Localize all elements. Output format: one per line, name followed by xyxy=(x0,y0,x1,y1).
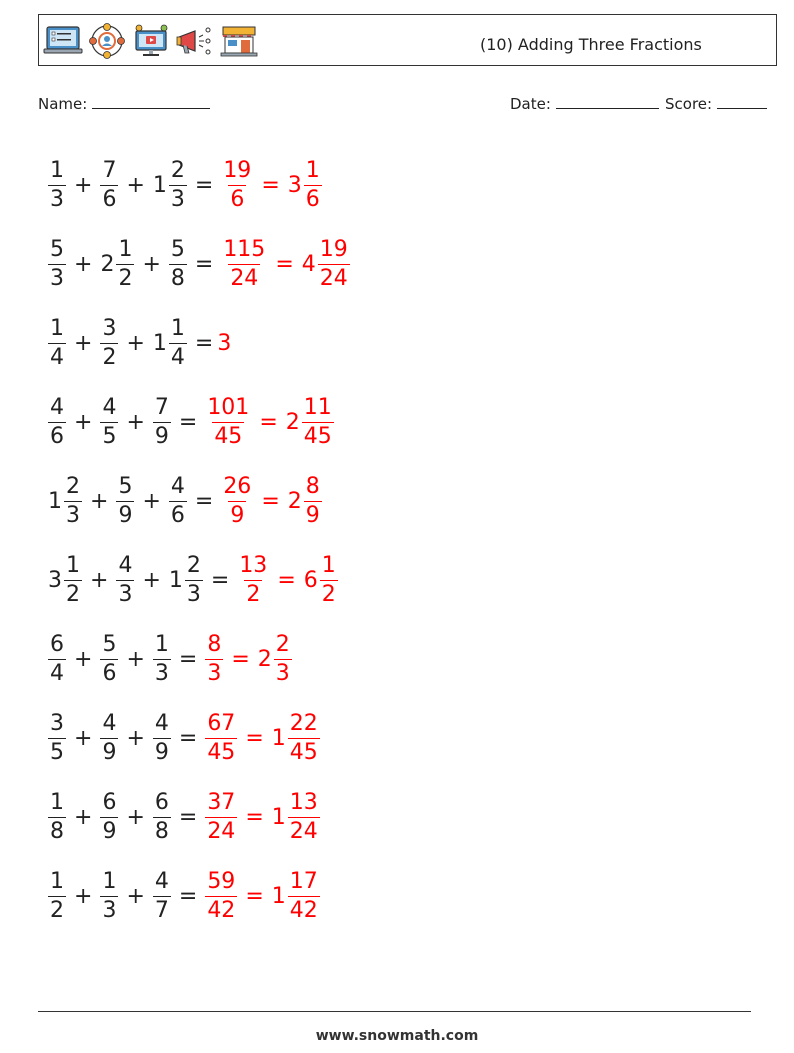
denominator: 3 xyxy=(118,582,133,607)
fraction xyxy=(169,157,187,214)
equals-sign: = xyxy=(261,489,280,514)
denominator: 3 xyxy=(186,582,201,607)
numerator: 1 xyxy=(305,158,320,183)
header-icons xyxy=(43,23,259,59)
denominator: 4 xyxy=(50,345,64,370)
fraction xyxy=(100,157,118,214)
plus-sign: + xyxy=(142,568,161,593)
numerator: 4 xyxy=(154,711,169,736)
equals-sign: = xyxy=(210,568,230,593)
denominator: 2 xyxy=(102,345,117,370)
worksheet-header xyxy=(38,14,777,66)
plus-sign: + xyxy=(126,726,145,751)
numerator: 7 xyxy=(154,395,169,420)
plus-sign: + xyxy=(74,252,93,277)
denominator: 7 xyxy=(154,898,169,923)
denominator: 24 xyxy=(230,266,259,291)
footer-divider xyxy=(38,1011,751,1012)
equals-sign: = xyxy=(231,647,250,672)
denominator: 45 xyxy=(303,424,332,449)
numerator: 1 xyxy=(50,790,64,815)
denominator: 24 xyxy=(207,819,236,844)
plus-sign: + xyxy=(90,568,109,593)
fraction xyxy=(302,394,334,451)
plus-sign: + xyxy=(74,410,93,435)
numerator: 1 xyxy=(102,869,117,894)
denominator: 6 xyxy=(170,503,185,528)
mixed-whole: 1 xyxy=(271,726,286,751)
fraction xyxy=(100,315,118,372)
denominator: 6 xyxy=(102,661,117,686)
numerator: 3 xyxy=(50,711,64,736)
denominator: 9 xyxy=(305,503,320,528)
denominator: 9 xyxy=(118,503,133,528)
plus-sign: + xyxy=(74,805,93,830)
problem-row xyxy=(44,462,354,541)
numerator: 19 xyxy=(319,237,348,262)
denominator: 2 xyxy=(321,582,336,607)
numerator: 1 xyxy=(50,869,64,894)
answer xyxy=(233,552,341,609)
plus-sign: + xyxy=(126,331,145,356)
mixed-whole: 1 xyxy=(271,884,286,909)
numerator: 8 xyxy=(305,474,320,499)
fraction xyxy=(318,236,350,293)
denominator: 42 xyxy=(207,898,236,923)
fraction xyxy=(64,473,82,530)
equals-sign: = xyxy=(178,884,198,909)
fraction xyxy=(153,789,171,846)
fraction xyxy=(48,868,66,925)
numerator: 1 xyxy=(118,237,133,262)
numerator: 2 xyxy=(275,632,290,657)
equals-sign: = xyxy=(194,252,214,277)
denominator: 6 xyxy=(102,187,117,212)
fraction xyxy=(169,473,187,530)
denominator: 6 xyxy=(305,187,320,212)
fraction xyxy=(153,631,171,688)
denominator: 2 xyxy=(118,266,133,291)
denominator: 5 xyxy=(102,424,117,449)
team-circle-icon xyxy=(87,23,127,59)
mixed-whole: 4 xyxy=(301,252,316,277)
numerator: 115 xyxy=(223,237,266,262)
numerator: 4 xyxy=(154,869,169,894)
fraction xyxy=(48,710,66,767)
plus-sign: + xyxy=(74,726,93,751)
fraction xyxy=(205,394,251,451)
numerator: 1 xyxy=(50,316,64,341)
score-label: Score: xyxy=(665,95,713,113)
numerator: 2 xyxy=(66,474,80,499)
footer-website: www.snowmath.com xyxy=(315,1028,479,1044)
mixed-whole: 3 xyxy=(48,568,62,593)
numerator: 1 xyxy=(170,316,185,341)
numerator: 4 xyxy=(170,474,185,499)
denominator: 3 xyxy=(102,898,117,923)
numerator: 5 xyxy=(118,474,133,499)
problem-row xyxy=(44,699,354,778)
numerator: 4 xyxy=(50,395,64,420)
denominator: 9 xyxy=(154,740,169,765)
numerator: 13 xyxy=(239,553,268,578)
problem-row xyxy=(44,225,354,304)
numerator: 5 xyxy=(170,237,185,262)
numerator: 2 xyxy=(170,158,185,183)
video-monitor-icon xyxy=(131,23,171,59)
name-label: Name: xyxy=(38,95,88,113)
numerator: 11 xyxy=(303,395,332,420)
fraction xyxy=(304,157,322,214)
answer xyxy=(217,331,231,356)
answer xyxy=(201,789,323,846)
fraction xyxy=(48,394,66,451)
numerator: 6 xyxy=(50,632,64,657)
answer xyxy=(201,710,323,767)
date-label: Date: xyxy=(510,95,551,113)
problem-row xyxy=(44,778,354,857)
equals-sign: = xyxy=(194,331,214,356)
answer-whole: 3 xyxy=(217,331,232,356)
denominator: 3 xyxy=(154,661,169,686)
mixed-whole: 1 xyxy=(271,805,286,830)
fraction xyxy=(48,789,66,846)
plus-sign: + xyxy=(126,805,145,830)
numerator: 22 xyxy=(289,711,318,736)
plus-sign: + xyxy=(126,884,145,909)
fraction xyxy=(237,552,269,609)
equals-sign: = xyxy=(245,726,264,751)
answer xyxy=(217,157,325,214)
denominator: 9 xyxy=(154,424,169,449)
storefront-icon xyxy=(219,23,259,59)
plus-sign: + xyxy=(142,252,161,277)
plus-sign: + xyxy=(74,331,93,356)
numerator: 1 xyxy=(50,158,64,183)
denominator: 45 xyxy=(207,740,236,765)
denominator: 2 xyxy=(50,898,64,923)
denominator: 2 xyxy=(246,582,261,607)
denominator: 3 xyxy=(207,661,222,686)
mixed-whole: 1 xyxy=(48,489,62,514)
plus-sign: + xyxy=(126,173,145,198)
mixed-whole: 2 xyxy=(100,252,115,277)
numerator: 4 xyxy=(102,711,117,736)
fraction xyxy=(185,552,203,609)
equals-sign: = xyxy=(277,568,296,593)
denominator: 3 xyxy=(50,187,64,212)
numerator: 37 xyxy=(207,790,236,815)
numerator: 19 xyxy=(223,158,252,183)
problem-row xyxy=(44,620,354,699)
mixed-whole: 2 xyxy=(287,489,302,514)
problem-row xyxy=(44,304,354,383)
equals-sign: = xyxy=(178,410,198,435)
answer xyxy=(217,236,353,293)
equals-sign: = xyxy=(194,173,214,198)
fraction xyxy=(100,710,118,767)
mixed-whole: 1 xyxy=(152,331,167,356)
denominator: 9 xyxy=(102,740,117,765)
fraction xyxy=(274,631,292,688)
fraction xyxy=(48,157,66,214)
denominator: 3 xyxy=(66,503,80,528)
worksheet-title: (10) Adding Three Fractions xyxy=(480,35,702,54)
name-field[interactable] xyxy=(38,94,210,113)
numerator: 59 xyxy=(207,869,236,894)
megaphone-icon xyxy=(175,23,215,59)
fraction xyxy=(100,868,118,925)
fraction xyxy=(64,552,82,609)
denominator: 9 xyxy=(230,503,245,528)
numerator: 2 xyxy=(186,553,201,578)
numerator: 4 xyxy=(118,553,133,578)
fraction xyxy=(288,710,320,767)
date-field[interactable] xyxy=(510,94,659,113)
date-blank[interactable] xyxy=(556,94,659,109)
numerator: 67 xyxy=(207,711,236,736)
fraction xyxy=(100,789,118,846)
numerator: 6 xyxy=(154,790,169,815)
name-blank[interactable] xyxy=(92,94,210,109)
fraction xyxy=(288,789,320,846)
mixed-whole: 2 xyxy=(257,647,272,672)
fraction xyxy=(48,236,66,293)
fraction xyxy=(169,236,187,293)
denominator: 24 xyxy=(319,266,348,291)
numerator: 101 xyxy=(207,395,250,420)
fraction xyxy=(221,473,253,530)
fraction xyxy=(116,552,134,609)
problem-row xyxy=(44,383,354,462)
denominator: 4 xyxy=(50,661,64,686)
equals-sign: = xyxy=(261,173,280,198)
numerator: 5 xyxy=(102,632,117,657)
answer xyxy=(217,473,325,530)
equals-sign: = xyxy=(245,884,264,909)
equals-sign: = xyxy=(178,726,198,751)
fraction xyxy=(169,315,187,372)
mixed-whole: 3 xyxy=(287,173,302,198)
equals-sign: = xyxy=(178,647,198,672)
numerator: 6 xyxy=(102,790,117,815)
plus-sign: + xyxy=(126,647,145,672)
fraction xyxy=(205,631,223,688)
plus-sign: + xyxy=(90,489,109,514)
denominator: 3 xyxy=(275,661,290,686)
fraction xyxy=(205,868,237,925)
plus-sign: + xyxy=(74,173,93,198)
denominator: 24 xyxy=(289,819,318,844)
equals-sign: = xyxy=(178,805,198,830)
numerator: 26 xyxy=(223,474,252,499)
denominator: 6 xyxy=(230,187,245,212)
equals-sign: = xyxy=(194,489,214,514)
equals-sign: = xyxy=(275,252,294,277)
denominator: 4 xyxy=(170,345,185,370)
denominator: 2 xyxy=(66,582,80,607)
fraction xyxy=(116,236,134,293)
answer xyxy=(201,631,295,688)
mixed-whole: 2 xyxy=(285,410,300,435)
laptop-list-icon xyxy=(43,23,83,59)
problem-row xyxy=(44,857,354,936)
denominator: 42 xyxy=(289,898,318,923)
score-blank[interactable] xyxy=(717,94,767,109)
plus-sign: + xyxy=(126,410,145,435)
numerator: 3 xyxy=(102,316,117,341)
denominator: 3 xyxy=(170,187,185,212)
problem-row xyxy=(44,146,354,225)
denominator: 3 xyxy=(50,266,64,291)
fraction xyxy=(221,157,253,214)
fraction xyxy=(100,394,118,451)
numerator: 1 xyxy=(154,632,169,657)
denominator: 8 xyxy=(50,819,64,844)
denominator: 8 xyxy=(170,266,185,291)
score-field[interactable] xyxy=(665,94,767,113)
numerator: 17 xyxy=(289,869,318,894)
numerator: 4 xyxy=(102,395,117,420)
fraction xyxy=(153,868,171,925)
answer xyxy=(201,868,323,925)
plus-sign: + xyxy=(74,647,93,672)
fraction xyxy=(288,868,320,925)
fraction xyxy=(205,710,237,767)
numerator: 7 xyxy=(102,158,117,183)
denominator: 5 xyxy=(50,740,64,765)
fraction xyxy=(153,710,171,767)
numerator: 1 xyxy=(321,553,336,578)
plus-sign: + xyxy=(74,884,93,909)
plus-sign: + xyxy=(142,489,161,514)
numerator: 5 xyxy=(50,237,64,262)
mixed-whole: 1 xyxy=(152,173,167,198)
denominator: 45 xyxy=(289,740,318,765)
mixed-whole: 6 xyxy=(303,568,318,593)
mixed-whole: 1 xyxy=(168,568,183,593)
fraction xyxy=(221,236,267,293)
equals-sign: = xyxy=(245,805,264,830)
fraction xyxy=(320,552,338,609)
fraction xyxy=(100,631,118,688)
numerator: 1 xyxy=(66,553,80,578)
fraction xyxy=(48,631,66,688)
denominator: 45 xyxy=(214,424,243,449)
problem-row xyxy=(44,541,354,620)
fraction xyxy=(205,789,237,846)
denominator: 9 xyxy=(102,819,117,844)
answer xyxy=(201,394,337,451)
numerator: 8 xyxy=(207,632,222,657)
problem-list xyxy=(44,146,354,936)
denominator: 8 xyxy=(154,819,169,844)
fraction xyxy=(153,394,171,451)
numerator: 13 xyxy=(289,790,318,815)
fraction xyxy=(116,473,134,530)
fraction xyxy=(48,315,66,372)
fraction xyxy=(304,473,322,530)
equals-sign: = xyxy=(259,410,278,435)
denominator: 6 xyxy=(50,424,64,449)
